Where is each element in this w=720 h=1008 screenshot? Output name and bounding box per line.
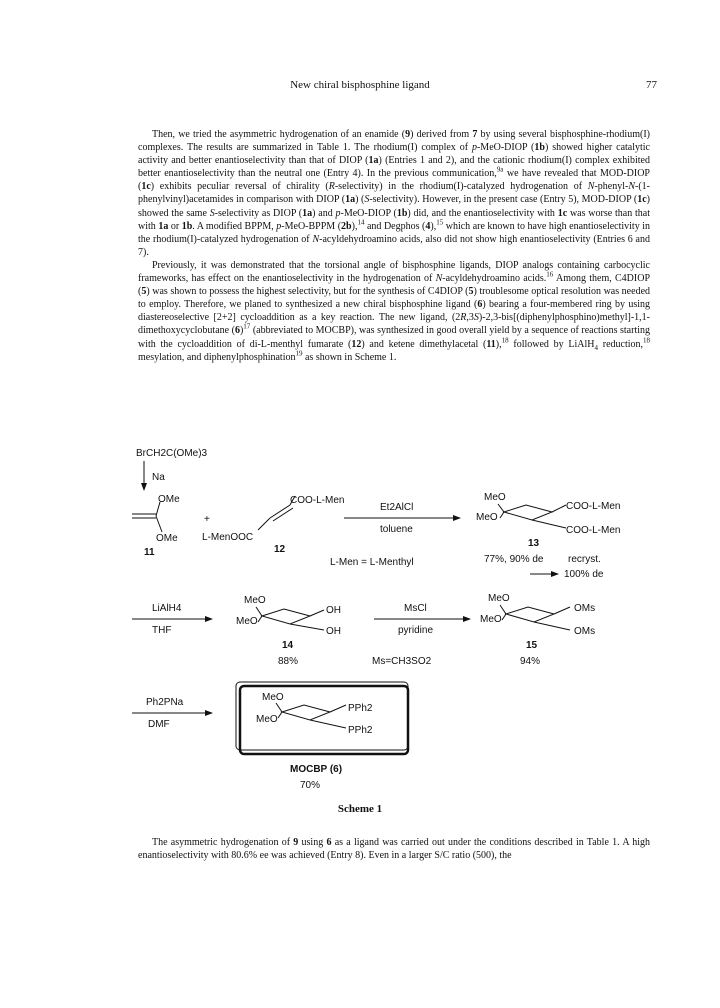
label-14: 14: [282, 640, 294, 651]
compound-14: [256, 607, 324, 630]
c6-yield: 70%: [300, 780, 321, 791]
compound-6: [276, 703, 346, 728]
mocbp-box: [236, 682, 408, 750]
label-12: 12: [274, 544, 286, 555]
paragraph-3: The asymmetric hydrogenation of 9 using 6 as a ligand was carried out under the conditions described in Table 1. A high enantioselectivity with 80.6% ee was achieved (Entry 8). Even in a larger S/C ratio (500), the: [138, 837, 651, 862]
c13-meo-a: MeO: [484, 492, 506, 503]
c12-coo-top: COO-L-Men: [290, 495, 345, 506]
mocbp-box-shadow: [240, 686, 408, 754]
label-6: MOCBP (6): [290, 764, 343, 775]
c15-oms-b: OMs: [574, 626, 596, 637]
paragraph-2: Previously, it was demonstrated that the torsional angle of bisphosphine ligands, DIOP analogs containing carbocyclic frameworks, has effect on the enantioselectivity in the hydrogenation of N-acyldehydroamino acids.$^{16}$ Among them, C4DIOP (5) was shown to possess the highest selectivity, but for the synthesis of C4DIOP (5) troublesome optical resolution was needed to employ. Therefore, we planed to synthesized a new chiral bisphosphine ligand (6) bearing a four-membered ring by using diastereoselective [2+2] cycloaddition as a key reaction. The new ligand, (2R,3S)-2,3-bis[(diphenylphosphino)methyl]-1,1-dimethoxycyclobutane $(6)^{17}$ (abbreviated to MOCBP), was synthesized in good overall yield by a sequence of reactions starting with the cycloaddition of di-L-menthyl fumarate (12) and ketene dimethylacetal (11),$^{18}$ followed by LiAlH$_4$ reduction,$^{18}$ mesylation, and diphenylphosphination$^{19}$ as shown in Scheme 1.: [138, 259, 651, 363]
step3-solvent: pyridine: [398, 625, 434, 636]
step4-solvent: DMF: [148, 719, 170, 730]
step2-reagent: LiAlH4: [152, 603, 182, 614]
c6-meo-b: MeO: [256, 714, 278, 725]
label-15: 15: [526, 640, 538, 651]
c14-oh-b: OH: [326, 626, 341, 637]
c11-ome-bottom: OMe: [156, 533, 178, 544]
c14-meo-b: MeO: [236, 616, 258, 627]
running-title: New chiral bisphosphine ligand: [290, 79, 430, 91]
c14-meo-a: MeO: [244, 595, 266, 606]
scheme-caption: Scheme 1: [337, 803, 383, 815]
c15-yield: 94%: [520, 656, 541, 667]
c15-meo-a: MeO: [488, 593, 510, 604]
compound-11: [132, 502, 162, 532]
page-number: 77: [646, 79, 657, 91]
c15-oms-a: OMs: [574, 603, 596, 614]
c6-meo-a: MeO: [262, 692, 284, 703]
start-reagent: BrCH2C(OMe)3: [136, 448, 208, 459]
recryst-result: 100% de: [564, 569, 604, 580]
c14-oh-a: OH: [326, 605, 341, 616]
arrow1-reagent: Na: [152, 472, 165, 483]
label-11: 11: [144, 547, 155, 558]
recryst: recryst.: [568, 554, 601, 565]
c14-yield: 88%: [278, 656, 299, 667]
c12-lmenooc: L-MenOOC: [202, 532, 254, 543]
compound-15: [500, 605, 570, 630]
step4-reagent: Ph2PNa: [146, 697, 184, 708]
c13-meo-b: MeO: [476, 512, 498, 523]
step1-solvent: toluene: [380, 524, 413, 535]
step2-solvent: THF: [152, 625, 172, 636]
compound-12: [258, 496, 295, 530]
lmen-def: L-Men = L-Menthyl: [330, 557, 414, 568]
c6-pph-a: PPh2: [348, 703, 373, 714]
c13-yield: 77%, 90% de: [484, 554, 544, 565]
c6-pph-b: PPh2: [348, 725, 373, 736]
c13-coo-b: COO-L-Men: [566, 525, 621, 536]
c15-meo-b: MeO: [480, 614, 502, 625]
ms-def: Ms=CH3SO2: [372, 656, 432, 667]
step3-reagent: MsCl: [404, 603, 427, 614]
body-text-top: [138, 128, 650, 364]
compound-13: [498, 504, 566, 528]
step1-reagent: Et2AlCl: [380, 502, 414, 513]
plus-sign: +: [204, 514, 210, 525]
c11-ome-top: OMe: [158, 494, 180, 505]
c13-coo-a: COO-L-Men: [566, 501, 621, 512]
body-text-bottom: [138, 836, 650, 862]
paragraph-1: Then, we tried the asymmetric hydrogenation of an enamide (9) derived from 7 by using several bisphosphine-rhodium(I) complexes. The results are summarized in Table 1. The rhodium(I) complex of p-MeO-DIOP (1b) showed higher catalytic activity and better enantioselectivity than that of DIOP (1a) (Entries 1 and 2), and the cationic rhodium(I) complex exhibited better enantioselectivity than the neutral one (Entry 4). In the previous communication,$^{9a}$ we have revealed that MOD-DIOP (1c) exhibits peculiar reversal of chirality (R-selectivity) in the rhodium(I)-catalyzed hydrogenation of N-phenyl-N-(1-phenylvinyl)acetamides in comparison with DIOP (1a) (S-selectivity). However, in the present case (Entry 5), MOD-DIOP (1c) showed the same S-selectivity as DIOP (1a) and p-MeO-DIOP (1b) did, and the enantioselectivity with 1c was worse than that with 1a or 1b. A modified BPPM, p-MeO-BPPM (2b),$^{14}$ and Degphos (4),$^{15}$ which are known to have high enantioselectivity in the rhodium(I)-catalyzed hydrogenation of N-acyldehydroamino acids, also did not show high enantioselectivity (Entries 6 and 7).: [138, 129, 651, 258]
label-13: 13: [528, 538, 540, 549]
